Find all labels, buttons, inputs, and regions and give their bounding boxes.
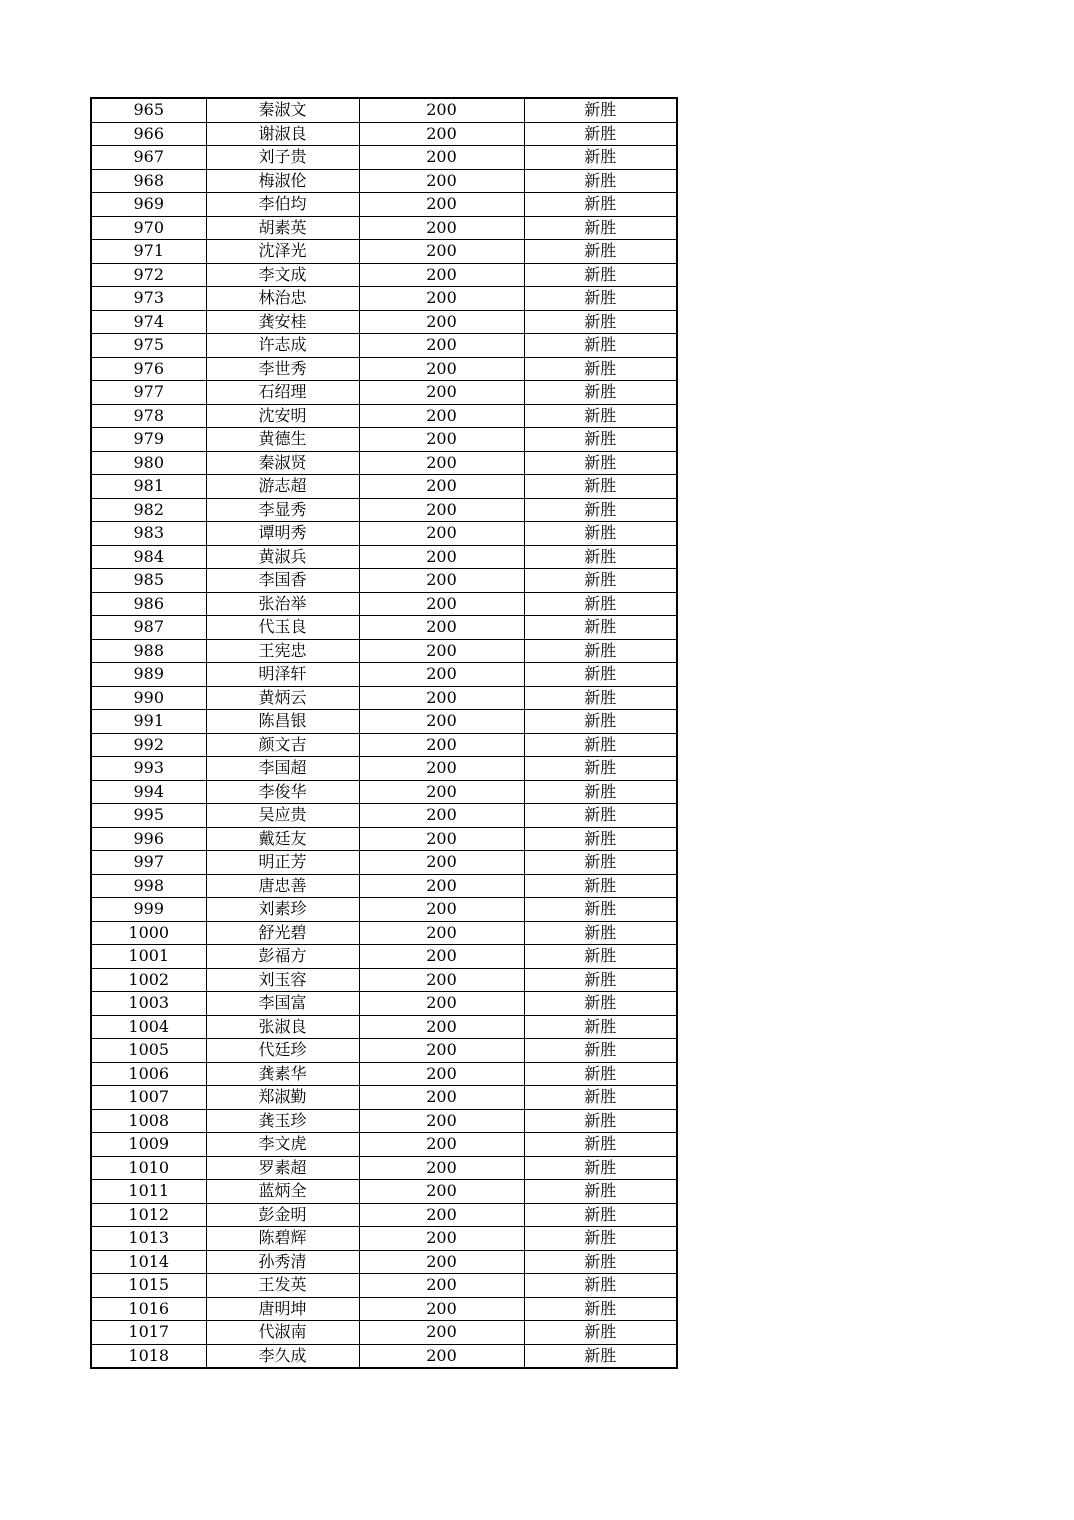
name-cell: 李伯均 [206,193,359,217]
row-number-cell: 979 [91,428,206,452]
row-number-cell: 990 [91,686,206,710]
village-cell: 新胜 [524,1039,677,1063]
table-row [91,428,677,452]
village-cell: 新胜 [524,1180,677,1204]
table-row [91,592,677,616]
table-row [91,169,677,193]
table-row [91,874,677,898]
table-row [91,263,677,287]
table-row [91,1297,677,1321]
name-cell: 罗素超 [206,1156,359,1180]
amount-cell: 200 [359,357,524,381]
village-cell: 新胜 [524,1344,677,1368]
row-number-cell: 968 [91,169,206,193]
amount-cell: 200 [359,1180,524,1204]
row-number-cell: 1011 [91,1180,206,1204]
table-row [91,545,677,569]
village-cell: 新胜 [524,592,677,616]
table-row [91,1086,677,1110]
row-number-cell: 993 [91,757,206,781]
table-row [91,992,677,1016]
village-cell: 新胜 [524,874,677,898]
table-row [91,569,677,593]
amount-cell: 200 [359,451,524,475]
village-cell: 新胜 [524,381,677,405]
row-number-cell: 972 [91,263,206,287]
name-cell: 张治举 [206,592,359,616]
table-row [91,686,677,710]
amount-cell: 200 [359,287,524,311]
row-number-cell: 1006 [91,1062,206,1086]
name-cell: 刘素珍 [206,898,359,922]
table-row [91,475,677,499]
amount-cell: 200 [359,122,524,146]
village-cell: 新胜 [524,1250,677,1274]
row-number-cell: 970 [91,216,206,240]
amount-cell: 200 [359,1133,524,1157]
roster-table-body [91,98,677,1368]
amount-cell: 200 [359,545,524,569]
row-number-cell: 997 [91,851,206,875]
table-row [91,334,677,358]
table-row [91,98,677,122]
village-cell: 新胜 [524,1062,677,1086]
row-number-cell: 983 [91,522,206,546]
name-cell: 陈碧辉 [206,1227,359,1251]
name-cell: 刘子贵 [206,146,359,170]
table-row [91,1039,677,1063]
table-row [91,122,677,146]
amount-cell: 200 [359,1250,524,1274]
name-cell: 李俊华 [206,780,359,804]
table-row [91,1321,677,1345]
village-cell: 新胜 [524,451,677,475]
amount-cell: 200 [359,780,524,804]
amount-cell: 200 [359,851,524,875]
row-number-cell: 1002 [91,968,206,992]
table-row [91,1250,677,1274]
row-number-cell: 994 [91,780,206,804]
table-row [91,733,677,757]
village-cell: 新胜 [524,428,677,452]
village-cell: 新胜 [524,780,677,804]
village-cell: 新胜 [524,1297,677,1321]
amount-cell: 200 [359,1015,524,1039]
village-cell: 新胜 [524,263,677,287]
village-cell: 新胜 [524,1156,677,1180]
village-cell: 新胜 [524,146,677,170]
row-number-cell: 1001 [91,945,206,969]
name-cell: 秦淑贤 [206,451,359,475]
table-row [91,851,677,875]
table-row [91,240,677,264]
row-number-cell: 1005 [91,1039,206,1063]
amount-cell: 200 [359,804,524,828]
table-row [91,968,677,992]
village-cell: 新胜 [524,98,677,122]
amount-cell: 200 [359,334,524,358]
name-cell: 秦淑文 [206,98,359,122]
row-number-cell: 980 [91,451,206,475]
row-number-cell: 977 [91,381,206,405]
amount-cell: 200 [359,1274,524,1298]
row-number-cell: 987 [91,616,206,640]
table-row [91,216,677,240]
village-cell: 新胜 [524,992,677,1016]
village-cell: 新胜 [524,1203,677,1227]
amount-cell: 200 [359,1203,524,1227]
row-number-cell: 981 [91,475,206,499]
table-row [91,945,677,969]
name-cell: 沈安明 [206,404,359,428]
name-cell: 李文虎 [206,1133,359,1157]
name-cell: 石绍理 [206,381,359,405]
table-row [91,193,677,217]
name-cell: 张淑良 [206,1015,359,1039]
amount-cell: 200 [359,569,524,593]
row-number-cell: 995 [91,804,206,828]
table-row [91,1109,677,1133]
amount-cell: 200 [359,1086,524,1110]
row-number-cell: 971 [91,240,206,264]
amount-cell: 200 [359,146,524,170]
amount-cell: 200 [359,1109,524,1133]
village-cell: 新胜 [524,357,677,381]
village-cell: 新胜 [524,1227,677,1251]
table-row [91,898,677,922]
village-cell: 新胜 [524,827,677,851]
amount-cell: 200 [359,639,524,663]
table-row [91,710,677,734]
amount-cell: 200 [359,1156,524,1180]
village-cell: 新胜 [524,851,677,875]
name-cell: 戴廷友 [206,827,359,851]
table-row [91,404,677,428]
village-cell: 新胜 [524,169,677,193]
table-row [91,1133,677,1157]
village-cell: 新胜 [524,569,677,593]
village-cell: 新胜 [524,898,677,922]
amount-cell: 200 [359,733,524,757]
amount-cell: 200 [359,992,524,1016]
amount-cell: 200 [359,663,524,687]
amount-cell: 200 [359,263,524,287]
amount-cell: 200 [359,827,524,851]
name-cell: 蓝炳全 [206,1180,359,1204]
table-row [91,287,677,311]
village-cell: 新胜 [524,475,677,499]
village-cell: 新胜 [524,921,677,945]
village-cell: 新胜 [524,639,677,663]
amount-cell: 200 [359,428,524,452]
table-row [91,663,677,687]
village-cell: 新胜 [524,968,677,992]
row-number-cell: 965 [91,98,206,122]
row-number-cell: 973 [91,287,206,311]
amount-cell: 200 [359,475,524,499]
row-number-cell: 1008 [91,1109,206,1133]
name-cell: 龚安桂 [206,310,359,334]
row-number-cell: 992 [91,733,206,757]
amount-cell: 200 [359,98,524,122]
row-number-cell: 1000 [91,921,206,945]
amount-cell: 200 [359,921,524,945]
table-row [91,1062,677,1086]
row-number-cell: 967 [91,146,206,170]
amount-cell: 200 [359,1344,524,1368]
name-cell: 胡素英 [206,216,359,240]
amount-cell: 200 [359,1039,524,1063]
table-row [91,827,677,851]
name-cell: 孙秀清 [206,1250,359,1274]
village-cell: 新胜 [524,498,677,522]
name-cell: 颜文吉 [206,733,359,757]
row-number-cell: 974 [91,310,206,334]
name-cell: 谢淑良 [206,122,359,146]
row-number-cell: 1003 [91,992,206,1016]
table-row [91,1180,677,1204]
row-number-cell: 1015 [91,1274,206,1298]
name-cell: 代玉良 [206,616,359,640]
table-row [91,616,677,640]
amount-cell: 200 [359,216,524,240]
table-row [91,1156,677,1180]
name-cell: 许志成 [206,334,359,358]
village-cell: 新胜 [524,1321,677,1345]
name-cell: 李显秀 [206,498,359,522]
row-number-cell: 1004 [91,1015,206,1039]
name-cell: 舒光碧 [206,921,359,945]
village-cell: 新胜 [524,757,677,781]
amount-cell: 200 [359,193,524,217]
row-number-cell: 986 [91,592,206,616]
name-cell: 李久成 [206,1344,359,1368]
amount-cell: 200 [359,968,524,992]
table-row [91,381,677,405]
table-row [91,639,677,663]
row-number-cell: 1012 [91,1203,206,1227]
row-number-cell: 988 [91,639,206,663]
row-number-cell: 1009 [91,1133,206,1157]
amount-cell: 200 [359,1321,524,1345]
name-cell: 黄炳云 [206,686,359,710]
amount-cell: 200 [359,757,524,781]
name-cell: 刘玉容 [206,968,359,992]
table-row [91,1203,677,1227]
table-row [91,146,677,170]
name-cell: 唐明坤 [206,1297,359,1321]
table-row [91,1344,677,1368]
table-row [91,357,677,381]
amount-cell: 200 [359,592,524,616]
amount-cell: 200 [359,240,524,264]
table-row [91,1274,677,1298]
name-cell: 王发英 [206,1274,359,1298]
name-cell: 李文成 [206,263,359,287]
row-number-cell: 996 [91,827,206,851]
village-cell: 新胜 [524,1109,677,1133]
amount-cell: 200 [359,1062,524,1086]
name-cell: 黄德生 [206,428,359,452]
name-cell: 谭明秀 [206,522,359,546]
village-cell: 新胜 [524,945,677,969]
village-cell: 新胜 [524,1086,677,1110]
name-cell: 彭金明 [206,1203,359,1227]
village-cell: 新胜 [524,733,677,757]
name-cell: 明正芳 [206,851,359,875]
table-row [91,1015,677,1039]
row-number-cell: 1007 [91,1086,206,1110]
amount-cell: 200 [359,898,524,922]
row-number-cell: 991 [91,710,206,734]
table-row [91,451,677,475]
table-row [91,1227,677,1251]
village-cell: 新胜 [524,122,677,146]
name-cell: 王宪忠 [206,639,359,663]
roster-table [90,97,678,1369]
village-cell: 新胜 [524,334,677,358]
name-cell: 唐忠善 [206,874,359,898]
village-cell: 新胜 [524,193,677,217]
row-number-cell: 1014 [91,1250,206,1274]
row-number-cell: 978 [91,404,206,428]
amount-cell: 200 [359,310,524,334]
name-cell: 龚玉珍 [206,1109,359,1133]
amount-cell: 200 [359,710,524,734]
amount-cell: 200 [359,874,524,898]
amount-cell: 200 [359,169,524,193]
amount-cell: 200 [359,1227,524,1251]
name-cell: 代淑南 [206,1321,359,1345]
village-cell: 新胜 [524,1133,677,1157]
amount-cell: 200 [359,522,524,546]
row-number-cell: 975 [91,334,206,358]
village-cell: 新胜 [524,710,677,734]
row-number-cell: 989 [91,663,206,687]
name-cell: 彭福方 [206,945,359,969]
table-row [91,310,677,334]
name-cell: 吴应贵 [206,804,359,828]
village-cell: 新胜 [524,545,677,569]
row-number-cell: 1017 [91,1321,206,1345]
name-cell: 游志超 [206,475,359,499]
row-number-cell: 966 [91,122,206,146]
name-cell: 明泽轩 [206,663,359,687]
amount-cell: 200 [359,1297,524,1321]
village-cell: 新胜 [524,686,677,710]
row-number-cell: 976 [91,357,206,381]
amount-cell: 200 [359,381,524,405]
village-cell: 新胜 [524,522,677,546]
village-cell: 新胜 [524,404,677,428]
name-cell: 黄淑兵 [206,545,359,569]
name-cell: 李国香 [206,569,359,593]
row-number-cell: 985 [91,569,206,593]
amount-cell: 200 [359,498,524,522]
name-cell: 李国超 [206,757,359,781]
table-row [91,757,677,781]
name-cell: 沈泽光 [206,240,359,264]
name-cell: 林治忠 [206,287,359,311]
table-row [91,921,677,945]
village-cell: 新胜 [524,240,677,264]
village-cell: 新胜 [524,287,677,311]
name-cell: 梅淑伦 [206,169,359,193]
name-cell: 陈昌银 [206,710,359,734]
village-cell: 新胜 [524,804,677,828]
row-number-cell: 1010 [91,1156,206,1180]
amount-cell: 200 [359,945,524,969]
village-cell: 新胜 [524,216,677,240]
row-number-cell: 969 [91,193,206,217]
village-cell: 新胜 [524,616,677,640]
village-cell: 新胜 [524,1274,677,1298]
table-row [91,522,677,546]
amount-cell: 200 [359,616,524,640]
row-number-cell: 982 [91,498,206,522]
name-cell: 李国富 [206,992,359,1016]
row-number-cell: 998 [91,874,206,898]
name-cell: 代廷珍 [206,1039,359,1063]
village-cell: 新胜 [524,1015,677,1039]
row-number-cell: 1016 [91,1297,206,1321]
row-number-cell: 1013 [91,1227,206,1251]
row-number-cell: 999 [91,898,206,922]
name-cell: 郑淑勤 [206,1086,359,1110]
table-row [91,780,677,804]
amount-cell: 200 [359,404,524,428]
table-row [91,498,677,522]
name-cell: 龚素华 [206,1062,359,1086]
row-number-cell: 1018 [91,1344,206,1368]
amount-cell: 200 [359,686,524,710]
name-cell: 李世秀 [206,357,359,381]
table-row [91,804,677,828]
village-cell: 新胜 [524,663,677,687]
row-number-cell: 984 [91,545,206,569]
village-cell: 新胜 [524,310,677,334]
